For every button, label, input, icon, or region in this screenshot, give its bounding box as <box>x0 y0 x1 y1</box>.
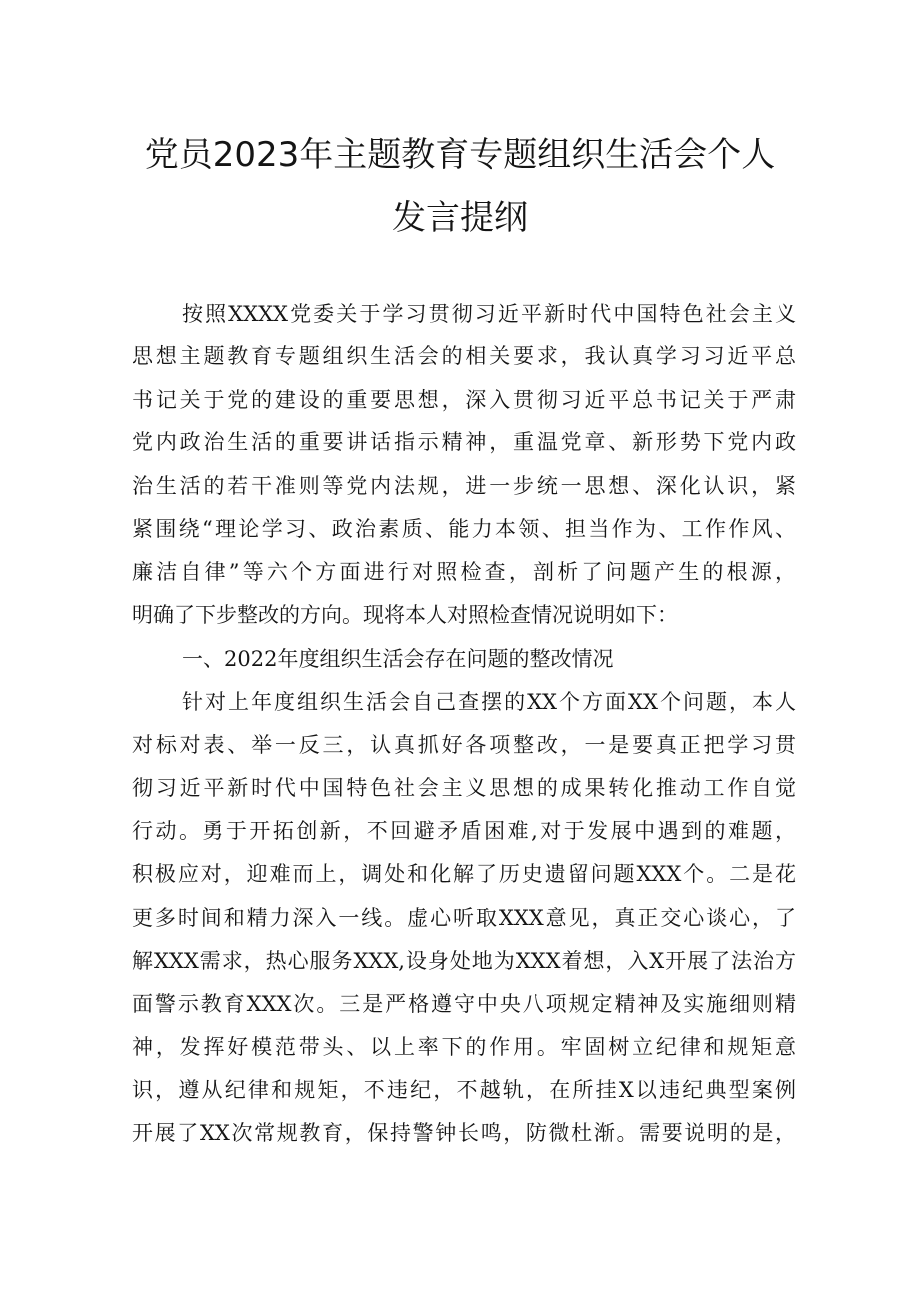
paragraph-line: 解XXX需求，热心服务XXX,设身处地为XXX着想，入X开展了法治方 <box>132 949 796 973</box>
paragraph-line: 行动。勇于开拓创新，不回避矛盾困难,对于发展中遇到的难题， <box>132 819 796 843</box>
paragraph-line: 面警示教育XXX次。三是严格遵守中央八项规定精神及实施细则精 <box>132 992 796 1016</box>
paragraph-line: 开展了XX次常规教育，保持警钟长鸣，防微杜渐。需要说明的是， <box>132 1121 796 1145</box>
paragraph-line: 党内政治生活的重要讲话指示精神，重温党章、新形势下党内政 <box>132 430 796 454</box>
paragraph-line: 书记关于党的建设的重要思想，深入贯彻习近平总书记关于严肃 <box>132 388 796 412</box>
paragraph-line: 紧围绕“理论学习、政治素质、能力本领、担当作为、工作作风、 <box>132 517 796 541</box>
section-heading: 一、2022年度组织生活会存在问题的整改情况 <box>182 647 614 671</box>
document-title-line-1: 党员2023年主题教育专题组织生活会个人 <box>144 135 776 175</box>
paragraph-line: 更多时间和精力深入一线。虚心听取XXX意见，真正交心谈心，了 <box>132 906 796 930</box>
paragraph-line: 针对上年度组织生活会自己查摆的XX个方面XX个问题，本人 <box>182 690 796 714</box>
paragraph-line: 廉洁自律”等六个方面进行对照检查，剖析了问题产生的根源， <box>132 560 796 584</box>
document-title-line-2: 发言提纲 <box>392 198 528 238</box>
paragraph-line: 治生活的若干准则等党内法规，进一步统一思想、深化认识，紧 <box>132 474 796 498</box>
paragraph-line: 明确了下步整改的方向。现将本人对照检查情况说明如下： <box>132 603 678 627</box>
paragraph-line: 思想主题教育专题组织生活会的相关要求，我认真学习习近平总 <box>132 344 796 368</box>
paragraph-line: 彻习近平新时代中国特色社会主义思想的成果转化推动工作自觉 <box>132 776 796 800</box>
paragraph-line: 积极应对，迎难而上，调处和化解了历史遗留问题XXX个。二是花 <box>132 862 796 886</box>
paragraph-line: 对标对表、举一反三，认真抓好各项整改，一是要真正把学习贯 <box>132 733 796 757</box>
paragraph-line: 按照XXXX党委关于学习贯彻习近平新时代中国特色社会主义 <box>182 302 796 326</box>
paragraph-line: 神，发挥好模范带头、以上率下的作用。牢固树立纪律和规矩意 <box>132 1035 796 1059</box>
paragraph-line: 识，遵从纪律和规矩，不违纪，不越轨，在所挂X以违纪典型案例 <box>132 1078 796 1102</box>
